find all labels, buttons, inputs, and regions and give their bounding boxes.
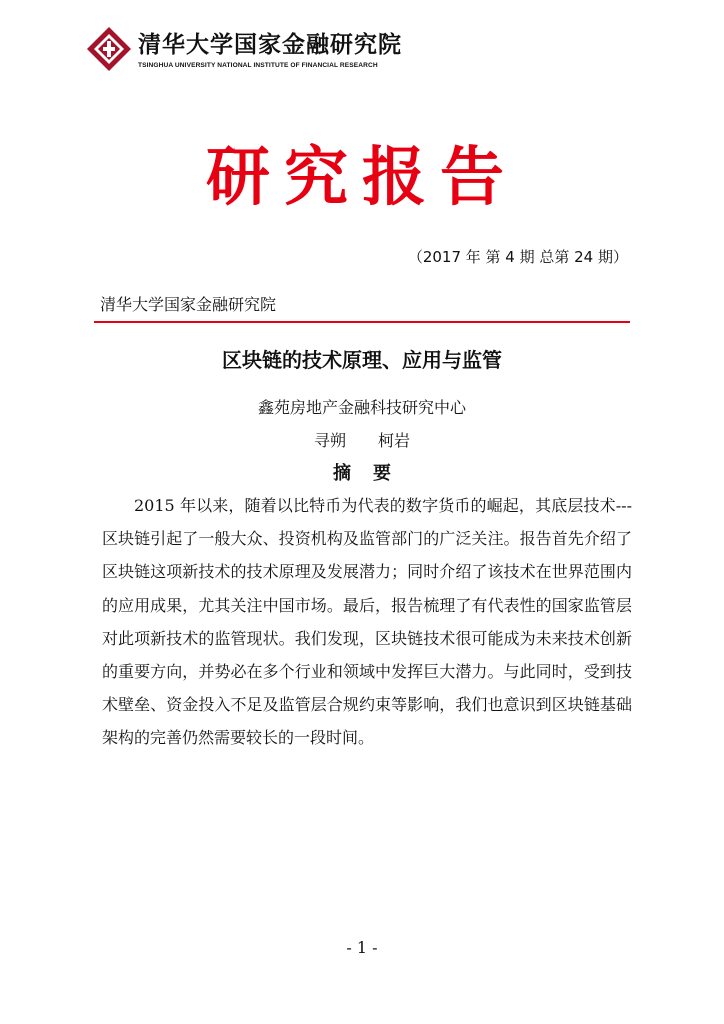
institute-emblem-icon <box>86 26 132 72</box>
abstract-body: 2015 年以来，随着以比特币为代表的数字货币的崛起，其底层技术---区块链引起了一般大众、投资机构及监管部门的广泛关注。报告首先介绍了区块链这项新技术的技术原理及发展潜力；同时介绍了该技术在世界范围内的应用成果，尤其关注中国市场。最后，报告梳理了有代表性的国家监管层对此项新技术的监管现状。我们发现，区块链技术很可能成为未来技术创新的重要方向，并势必在多个行业和领域中发挥巨大潜力。与此同时，受到技术壁垒、资金投入不足及监管层合规约束等影响，我们也意识到区块链基础架构的完善仍然需要较长的一段时间。 <box>102 496 632 748</box>
logo-name-en: TSINGHUA UNIVERSITY NATIONAL INSTITUTE OF FINANCIAL RESEARCH <box>138 62 378 69</box>
institute-logo <box>86 26 406 76</box>
page-number: - 1 - <box>346 938 378 957</box>
header-divider <box>94 321 630 323</box>
issue-number: （2017 年 第 4 期 总第 24 期） <box>407 248 628 266</box>
research-center: 鑫苑房地产金融科技研究中心 <box>257 398 466 417</box>
logo-name-cn: 清华大学国家金融研究院 <box>138 32 402 58</box>
author-name: 寻朔 <box>313 431 346 450</box>
institute-name: 清华大学国家金融研究院 <box>100 295 277 314</box>
author-list <box>0 428 724 451</box>
author-name: 柯岩 <box>378 431 411 450</box>
article-title: 区块链的技术原理、应用与监管 <box>222 348 502 372</box>
abstract-heading: 摘要 <box>333 463 413 484</box>
report-title: 研究报告 <box>206 140 518 215</box>
